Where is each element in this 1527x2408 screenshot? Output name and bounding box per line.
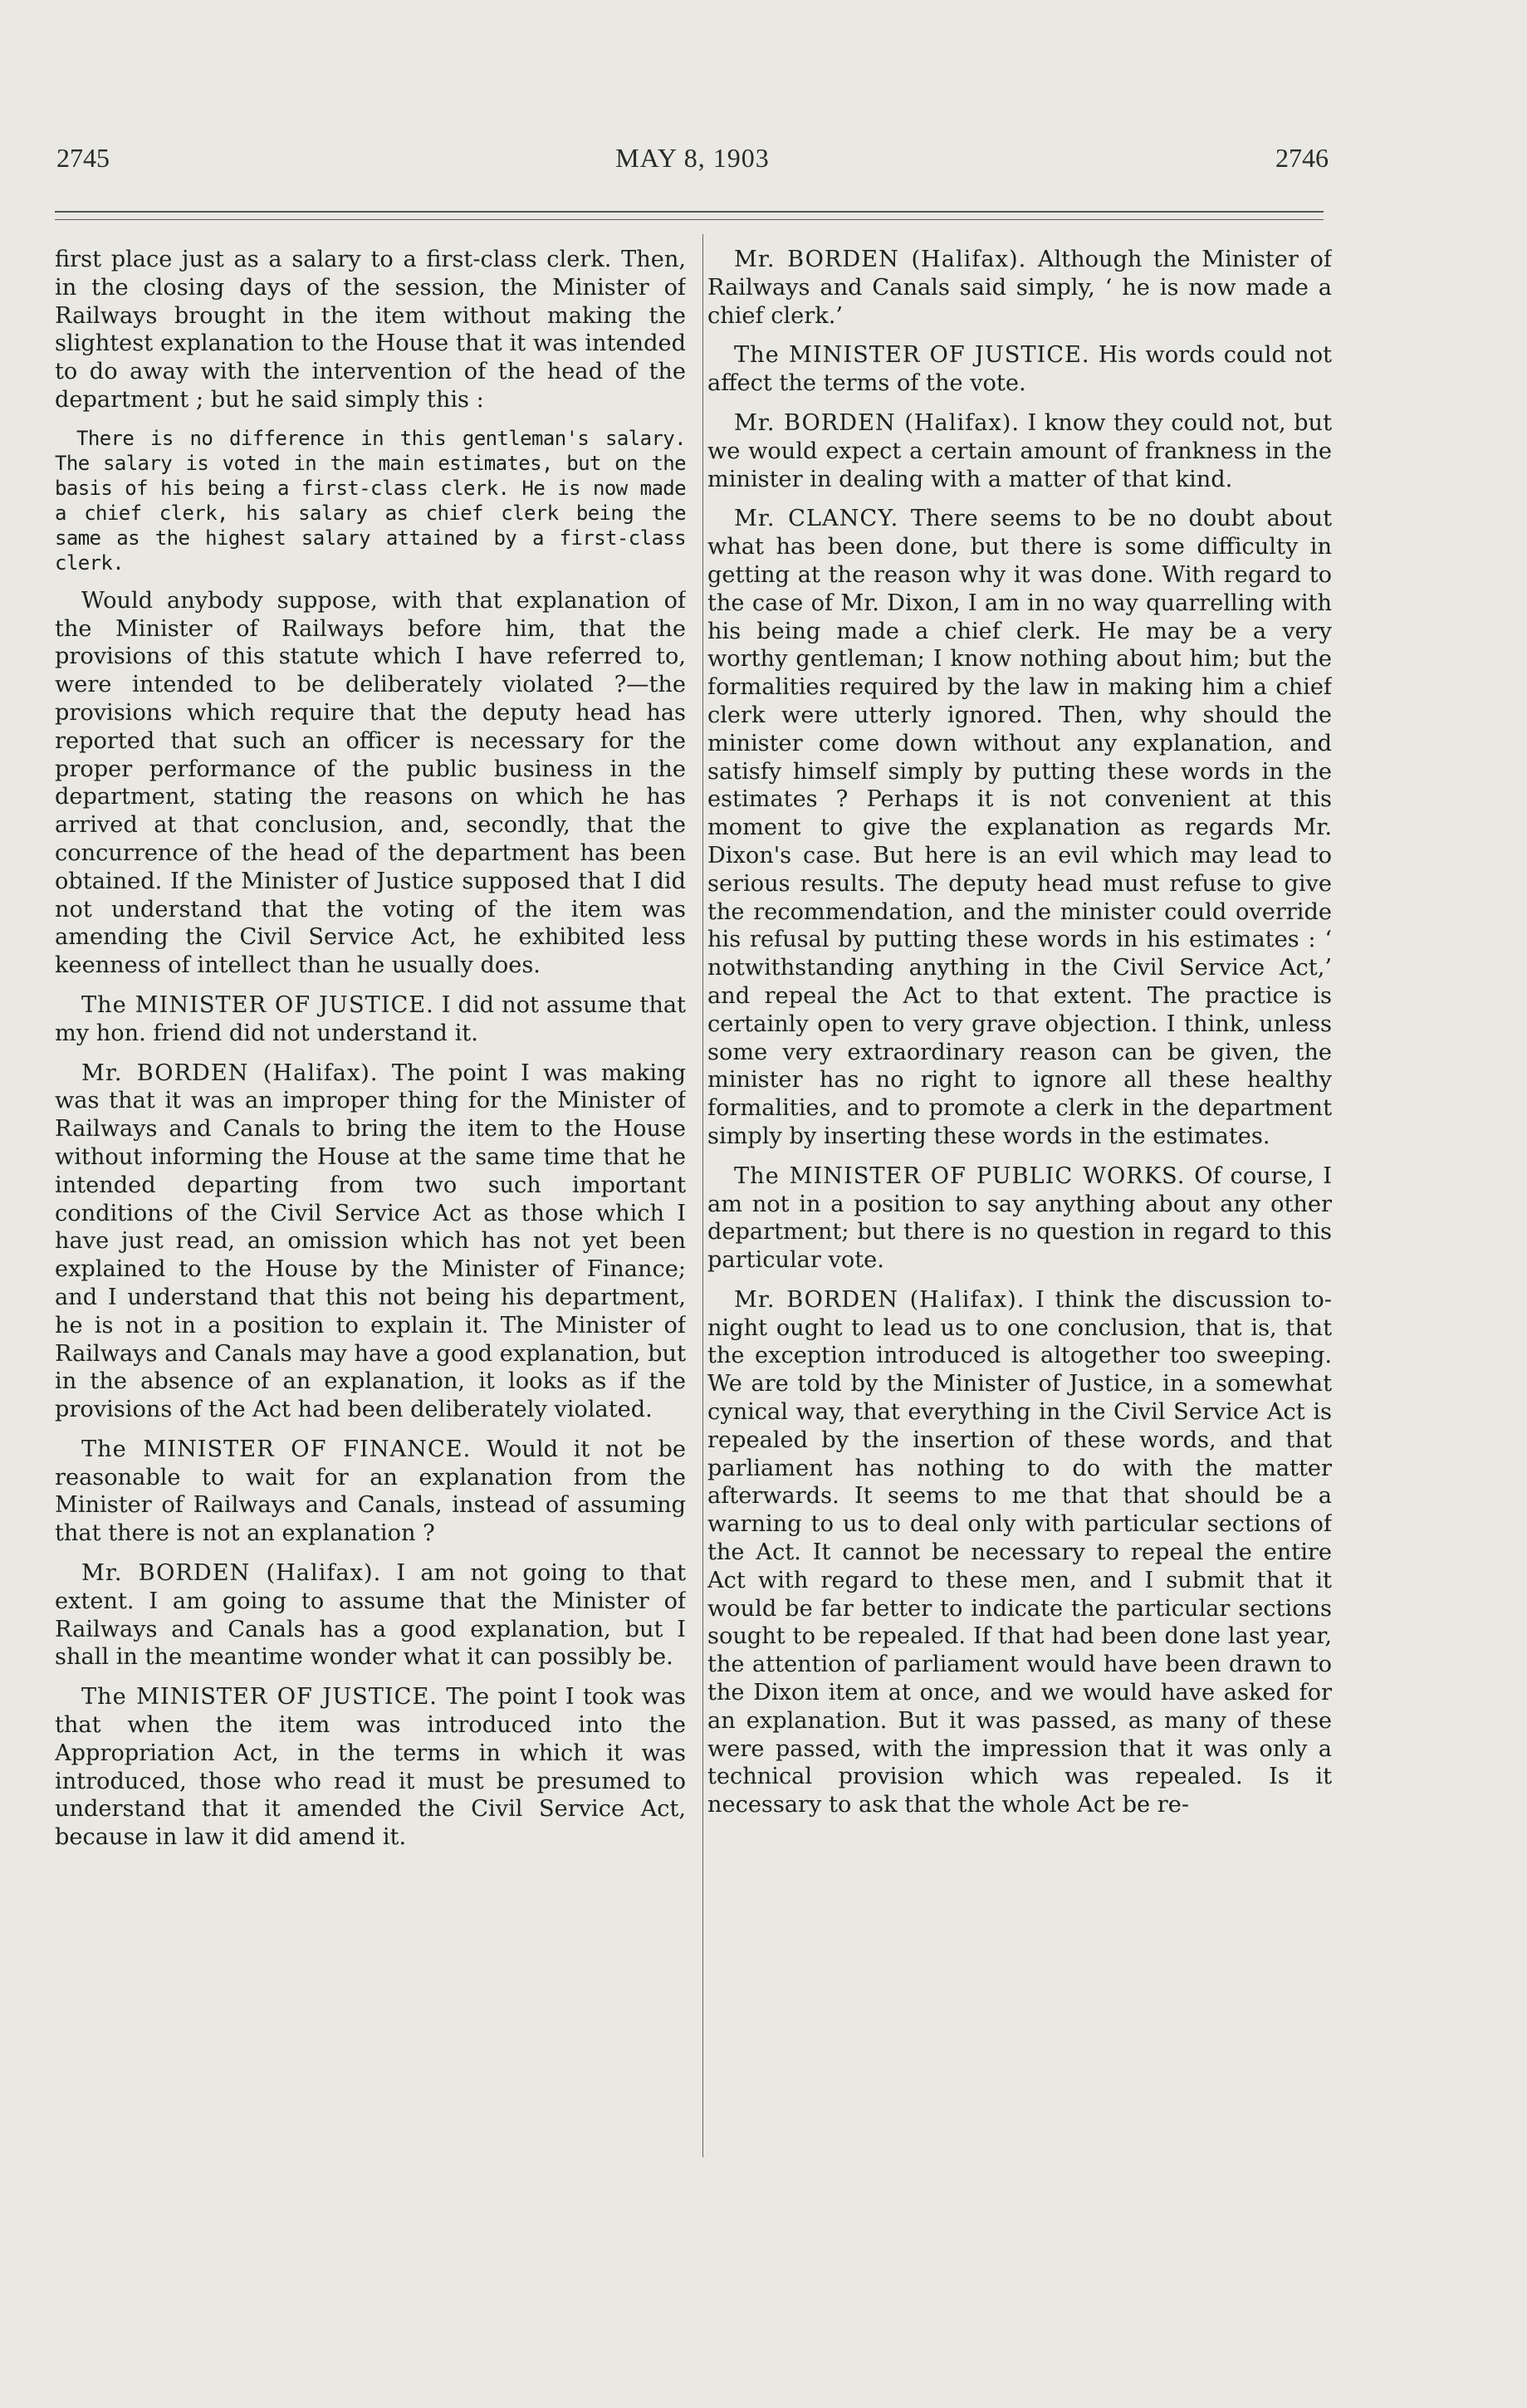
page-date: MAY 8, 1903 [615,143,770,173]
speech-text: I am not going to that extent. I am going to assume that the Minister of Railways and Canals has a good explanation, but I shall in the meantime wonder what it can possibly be. [55,1560,686,1671]
paragraph: first place just as a salary to a first-class clerk. Then, in the closing days of the session, the Minister of Railways brought in the item without making the slightest explanation to the House that it was intended to do away with the intervention of the head of the department ; but he said simply this : [55,247,686,413]
speech-text: I know they could not, but we would expect a certain amount of frankness in the minister in dealing with a matter of that kind. [707,409,1332,492]
speech-paragraph [55,1436,686,1548]
speech-text: The point I took was that when the item was introduced into the Appropriation Act, in the terms in which it was introduced, those who read it must be presumed to understand that it amended the Civil Service Act, because in law it did amend it. [55,1684,686,1851]
page-number-left: 2745 [56,143,110,173]
speech-paragraph [55,1559,686,1671]
speaker-name: Mr. BORDEN (Halifax). [734,409,1020,436]
speaker-name: The MINISTER OF JUSTICE. [81,1684,438,1711]
speech-text: I think the discussion to-night ought to lead us to one conclusion, that is, that the exception introduced is altogether too sweeping. We are told by the Minister of Justice, in a somewhat cynical way, that everything in the Civil Service Act is repealed by the insertion of these words, and that parliament has nothing to do with the matter afterwards. It seems to me that that should be a warning to us to deal only with particular sections of the Act. It cannot be necessary to repeal the entire Act with regard to these men, and I submit that it would be far better to indicate the particular sections sought to be repealed. If that had been done last year, the attention of parliament would have been drawn to the Dixon item at once, and we would have asked for an explanation. But it was passed, as many of these were passed, with the impression that it was only a technical provision which was repealed. Is it necessary to ask that the whole Act be re- [707,1286,1332,1818]
speaker-name: Mr. BORDEN (Halifax). [734,1286,1025,1313]
speech-text: Of course, I am not in a position to say anything about any other department; but there is no question in regard to this particular vote. [707,1162,1332,1274]
speaker-name: Mr. BORDEN (Halifax). [734,247,1027,272]
speech-paragraph [707,1162,1332,1275]
speech-text: The point I was making was that it was an improper thing for the Minister of Railways and Canals to bring the item to the House without informing the House at the same time that he intended departing from two such important conditions of the Civil Service Act as those which I have just read, an omission which has not yet been explained to the House by the Minister of Finance; and I understand that this not being his department, he is not in a position to explain it. The Minister of Railways and Canals may have a good explanation, but in the absence of an explanation, it looks as if the provisions of the Act had been deliberately violated. [55,1060,686,1423]
speech-paragraph [707,246,1332,330]
speech-paragraph [55,991,686,1048]
speech-paragraph [707,409,1332,493]
speech-paragraph [55,1060,686,1424]
speaker-name: The MINISTER OF JUSTICE. [81,991,434,1018]
speech-paragraph [707,505,1332,1150]
speech-paragraph [707,1286,1332,1819]
speaker-name: The MINISTER OF JUSTICE. [734,342,1090,369]
page-number-right: 2746 [1275,143,1329,173]
header-rule-top [55,211,1324,213]
speech-paragraph [707,341,1332,398]
speech-paragraph [55,1683,686,1852]
speaker-name: The MINISTER OF PUBLIC WORKS. [734,1162,1186,1189]
left-column [55,246,686,2164]
column-divider [702,234,703,2157]
speech-text: Would it not be reasonable to wait for an explanation from the Minister of Railways and Canals, instead of assuming that there is not an explanation ? [55,1436,686,1547]
right-column [707,246,1332,2164]
speaker-name: Mr. CLANCY. [734,506,899,532]
speaker-name: Mr. BORDEN (Halifax). [81,1560,382,1587]
page-header [56,143,1329,184]
paragraph: Would anybody suppose, with that explanation of the Minister of Railways before him, that the provisions of this statute which I have referred to, were intended to be deliberately violated ?—the provisions which require that the deputy head has reported that such an officer is necessary for the proper performance of the public business in the department, stating the reasons on which he has arrived at that conclusion, and, secondly, that the concurrence of the head of the department has been obtained. If the Minister of Justice supposed that I did not understand that the voting of the item was amending the Civil Service Act, he exhibited less keenness of intellect than he usually does. [55,587,686,979]
speech-text: Although the Minister of Railways and Canals said simply, ‘ he is now made a chief clerk.’ [707,247,1332,329]
speech-text: I did not assume that my hon. friend did not understand it. [55,991,686,1046]
header-rule-bottom [55,219,1324,220]
quoted-statement: There is no difference in this gentleman's salary. The salary is voted in the main estimates, but on the basis of his being a first-class clerk. He is now made a chief clerk, his salary as chief clerk being the same as the highest salary attained by a first-class clerk. [55,426,686,575]
speaker-name: The MINISTER OF FINANCE. [81,1436,472,1462]
speech-text: His words could not affect the terms of the vote. [707,342,1332,397]
speaker-name: Mr. BORDEN (Halifax). [81,1060,379,1086]
speech-text: There seems to be no doubt about what has been done, but there is some difficulty in getting at the reason why it was done. With regard to the case of Mr. Dixon, I am in no way quarrelling with his being made a chief clerk. He may be a very worthy gentleman; I know nothing about him; but the formalities required by the law in making him a chief clerk were utterly ignored. Then, why should the minister come down without any explanation, and satisfy himself simply by putting these words in the estimates ? Perhaps it is not convenient at this moment to give the explanation as regards Mr. Dixon's case. But here is an evil which may lead to serious results. The deputy head must refuse to give the recommendation, and the minister could override his refusal by putting these words in his estimates : ‘ notwithstanding anything in the Civil Service Act,’ and repeal the Act to that extent. The practice is certainly open to very grave objection. I think, unless some very extraordinary reason can be given, the minister has no right to ignore all these healthy formalities, and to promote a clerk in the department simply by inserting these words in the estimates. [707,506,1332,1149]
